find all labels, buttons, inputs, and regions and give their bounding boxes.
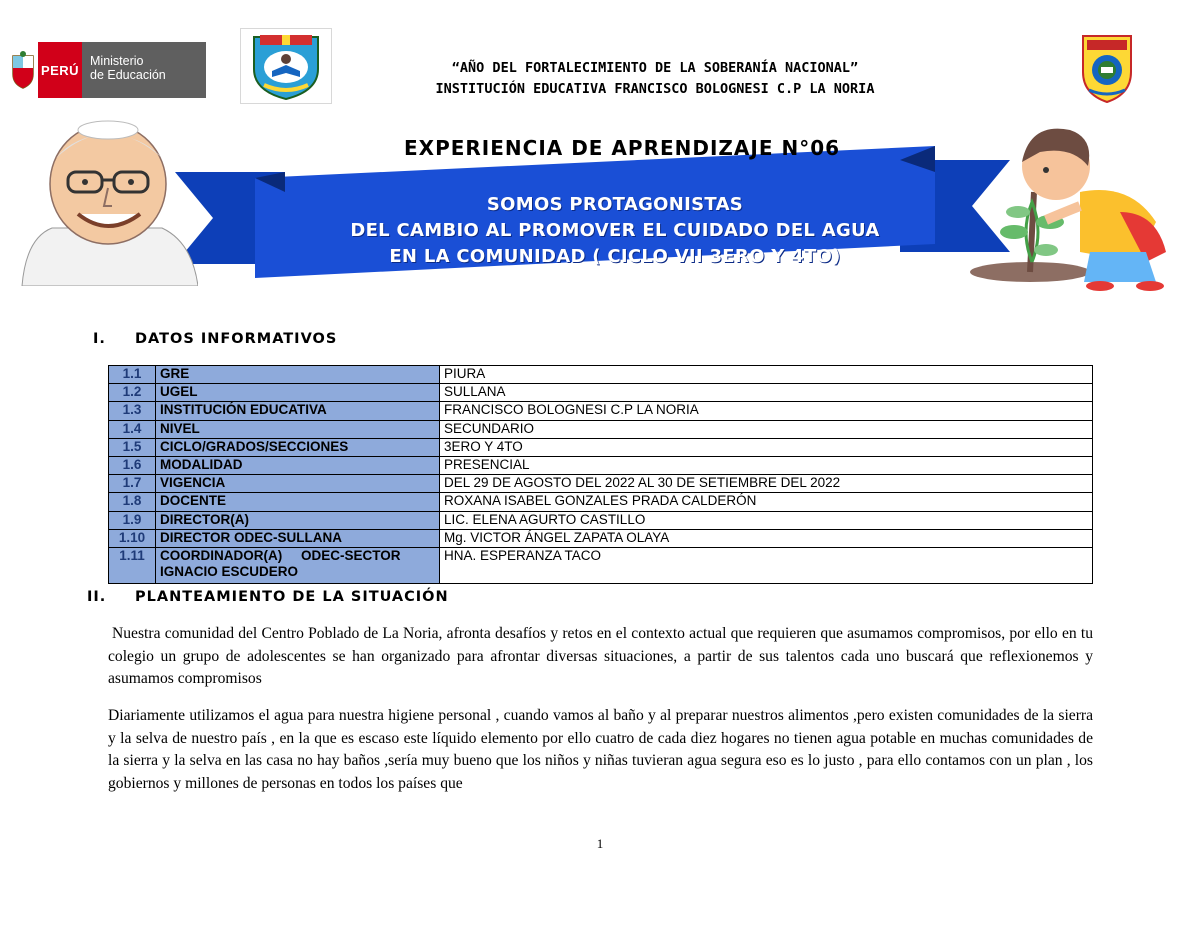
row-value: LIC. ELENA AGURTO CASTILLO (440, 511, 1093, 529)
minedu-name-line2: de Educación (90, 68, 166, 82)
minedu-logo (8, 42, 206, 98)
table-row (109, 493, 1093, 511)
situation-paragraph-2: Diariamente utilizamos el agua para nuestra higiene personal , cuando vamos al baño y al preparar nuestros alimentos ,pero existen comunidades de la sierra y la selva de nuestro país , en la que es escaso este líquido elemento por ello cuatro de cada diez hogares no tienen agua potable en muchas comunidades de la sierra y la selva en las casa no hay baños ,sería muy bueno que los niños y niñas tuvieran agua segura eso es lo justo , para ello contamos con un plan , los gobiernos y millones de personas en todos los países que (108, 707, 1093, 792)
row-number: 1.4 (109, 420, 156, 438)
row-key: UGEL (156, 384, 440, 402)
page-number: 1 (596, 836, 604, 851)
section-2-number: II. (87, 589, 107, 605)
row-value: SECUNDARIO (440, 420, 1093, 438)
row-value: ROXANA ISABEL GONZALES PRADA CALDERÓN (440, 493, 1093, 511)
table-row (109, 511, 1093, 529)
odec-shield-logo (1078, 32, 1136, 104)
table-row (109, 366, 1093, 384)
table-row (109, 384, 1093, 402)
row-key: DIRECTOR(A) (156, 511, 440, 529)
section-1-title: DATOS INFORMATIVOS (135, 331, 338, 347)
minedu-name-line1: Ministerio (90, 54, 144, 68)
section-2-title: PLANTEAMIENTO DE LA SITUACIÓN (135, 589, 449, 605)
table-row (109, 547, 1093, 583)
table-row (109, 402, 1093, 420)
row-value: HNA. ESPERANZA TACO (440, 547, 1093, 583)
row-key: NIVEL (156, 420, 440, 438)
row-number: 1.11 (109, 547, 156, 583)
row-key (156, 547, 440, 583)
situation-paragraph-1: Nuestra comunidad del Centro Poblado de La Noria, afronta desafíos y retos en el contexto actual que requieren que asumamos compromisos, por ello en tu colegio un grupo de adolescentes se han organizado para afrontar diversas situaciones, a partir de sus talentos cada uno buscará que reflexionemos y asumamos compromisos (108, 625, 1093, 687)
section-2-heading (87, 589, 587, 609)
banner-line-1: SOMOS PROTAGONISTAS (486, 194, 744, 215)
row-value: PIURA (440, 366, 1093, 384)
banner-line-3: EN LA COMUNIDAD ( CICLO VII 3ERO Y 4TO) (389, 246, 841, 267)
table-row (109, 438, 1093, 456)
datos-informativos-table (108, 365, 1093, 584)
year-slogan: “AÑO DEL FORTALECIMIENTO DE LA SOBERANÍA NACIONAL” (451, 60, 859, 76)
row-value: FRANCISCO BOLOGNESI C.P LA NORIA (440, 402, 1093, 420)
peru-shield-icon (8, 42, 38, 98)
row-key: DOCENTE (156, 493, 440, 511)
row-number: 1.1 (109, 366, 156, 384)
row-value: PRESENCIAL (440, 456, 1093, 474)
table-row (109, 529, 1093, 547)
row-number: 1.9 (109, 511, 156, 529)
row-number: 1.5 (109, 438, 156, 456)
table-row (109, 420, 1093, 438)
row-key: GRE (156, 366, 440, 384)
row-key-line1: COORDINADOR(A) ODEC-SECTOR (160, 547, 401, 563)
pope-illustration (12, 118, 198, 286)
row-number: 1.10 (109, 529, 156, 547)
minedu-country-label: PERÚ (38, 42, 82, 98)
row-key: VIGENCIA (156, 475, 440, 493)
table-row (109, 475, 1093, 493)
row-number: 1.8 (109, 493, 156, 511)
row-number: 1.3 (109, 402, 156, 420)
header-titles (340, 58, 970, 100)
row-key: DIRECTOR ODEC-SULLANA (156, 529, 440, 547)
row-number: 1.2 (109, 384, 156, 402)
minedu-name (82, 42, 206, 98)
row-key: MODALIDAD (156, 456, 440, 474)
row-number: 1.7 (109, 475, 156, 493)
table-row (109, 456, 1093, 474)
row-value: SULLANA (440, 384, 1093, 402)
row-key: INSTITUCIÓN EDUCATIVA (156, 402, 440, 420)
school-crest-logo (240, 28, 332, 104)
section-1-heading (93, 331, 493, 351)
row-value: Mg. VICTOR ÁNGEL ZAPATA OLAYA (440, 529, 1093, 547)
row-value: 3ERO Y 4TO (440, 438, 1093, 456)
row-key: CICLO/GRADOS/SECCIONES (156, 438, 440, 456)
banner-line-2: DEL CAMBIO AL PROMOVER EL CUIDADO DEL AGUA (350, 220, 880, 241)
experience-title: EXPERIENCIA DE APRENDIZAJE N°06 (404, 136, 841, 160)
section-1-number: I. (93, 331, 106, 347)
row-value: DEL 29 DE AGOSTO DEL 2022 AL 30 DE SETIEMBRE DEL 2022 (440, 475, 1093, 493)
row-number: 1.6 (109, 456, 156, 474)
institution-name: INSTITUCIÓN EDUCATIVA FRANCISCO BOLOGNESI C.P LA NORIA (435, 81, 875, 97)
child-watering-plant-illustration (960, 122, 1190, 292)
row-key-line2: IGNACIO ESCUDERO (160, 563, 299, 579)
